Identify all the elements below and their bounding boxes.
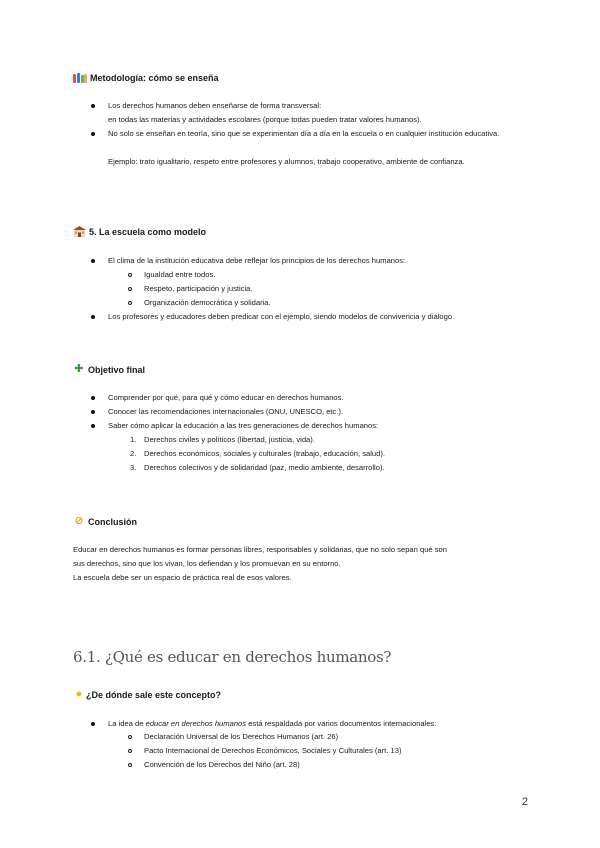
document-item: Declaración Universal de los Derechos Humanos (art. 26) bbox=[144, 732, 339, 741]
list-number: 1. bbox=[130, 435, 137, 444]
bullet bbox=[91, 424, 95, 428]
list-item: Los profesores y educadores deben predicar con el ejemplo, siendo modelos de convivencia y diálogo. bbox=[108, 312, 455, 321]
bullet bbox=[91, 315, 95, 319]
list-item: No solo se enseñan en teoría, sino que se experimentan día a día en la escuela o en cualquier institución educativa. bbox=[108, 129, 500, 138]
bullet bbox=[91, 132, 95, 136]
sub-bullet bbox=[128, 749, 132, 753]
sub-bullet bbox=[128, 735, 132, 739]
section-heading: 6.1. ¿Qué es educar en derechos humanos? bbox=[73, 648, 392, 666]
metodologia-heading: Metodología: cómo se enseña bbox=[73, 73, 219, 83]
sub-list-item: Igualdad entre todos. bbox=[144, 270, 216, 279]
list-number: 3. bbox=[130, 463, 137, 472]
document-item: Pacto Internacional de Derechos Económicos, Sociales y Culturales (art. 13) bbox=[144, 746, 402, 755]
sub-bullet bbox=[128, 287, 132, 291]
sub-bullet bbox=[128, 301, 132, 305]
list-number: 2. bbox=[130, 449, 137, 458]
list-item-continuation: en todas las materias y actividades escolares (porque todas pueden tratar valores humanos). bbox=[108, 115, 422, 124]
conclusion-line: Educar en derechos humanos es formar personas libres, responsables y solidarias, que no solo sepan qué son bbox=[73, 545, 447, 554]
list-item: Conocer las recomendaciones internacionales (ONU, UNESCO, etc.). bbox=[108, 407, 344, 416]
numbered-item: Derechos colectivos y de solidaridad (paz, medio ambiente, desarrollo). bbox=[144, 463, 385, 472]
sub-bullet bbox=[128, 273, 132, 277]
conclusion-line: sus derechos, sino que los vivan, los defiendan y los promuevan en su entorno. bbox=[73, 559, 341, 568]
conclusion-heading: ⊘ Conclusión bbox=[74, 515, 137, 527]
lightbulb-icon: ● bbox=[75, 688, 83, 700]
conclusion-line: La escuela debe ser un espacio de práctica real de esos valores. bbox=[73, 573, 292, 582]
bullet bbox=[91, 104, 95, 108]
sub-bullet bbox=[128, 763, 132, 767]
numbered-item: Derechos civiles y políticos (libertad, justicia, vida). bbox=[144, 435, 315, 444]
example-text: Ejemplo: trato igualitario, respeto entre profesores y alumnos, trabajo cooperativo, ambiente de confianza. bbox=[108, 157, 465, 166]
list-item: El clima de la institución educativa debe reflejar los principios de los derechos humanos: bbox=[108, 256, 406, 265]
objetivo-heading: ✚ Objetivo final bbox=[74, 363, 146, 375]
concepto-heading: ● ¿De dónde sale este concepto? bbox=[73, 689, 221, 700]
list-item: La idea de educar en derechos humanos está respaldada por varios documentos internacionales: bbox=[108, 719, 437, 728]
numbered-item: Derechos económicos, sociales y culturales (trabajo, educación, salud). bbox=[144, 449, 386, 458]
list-item: Comprender por qué, para qué y cómo educar en derechos humanos. bbox=[108, 393, 344, 402]
bullet bbox=[91, 722, 95, 726]
compass-icon: ⊘ bbox=[74, 515, 84, 527]
school-icon bbox=[73, 226, 86, 237]
bullet bbox=[91, 396, 95, 400]
bullet bbox=[91, 410, 95, 414]
list-item: Saber cómo aplicar la educación a las tres generaciones de derechos humanos: bbox=[108, 421, 379, 430]
escuela-heading: 5. La escuela como modelo bbox=[73, 226, 206, 237]
puzzle-icon: ✚ bbox=[74, 363, 84, 375]
sub-list-item: Organización democrática y solidaria. bbox=[144, 298, 271, 307]
books-icon bbox=[73, 73, 87, 83]
document-item: Convención de los Derechos del Niño (art. 28) bbox=[144, 760, 300, 769]
list-item: Los derechos humanos deben enseñarse de forma transversal: bbox=[108, 101, 322, 110]
bullet bbox=[91, 259, 95, 263]
page-number: 2 bbox=[521, 796, 528, 808]
sub-list-item: Respeto, participación y justicia. bbox=[144, 284, 253, 293]
